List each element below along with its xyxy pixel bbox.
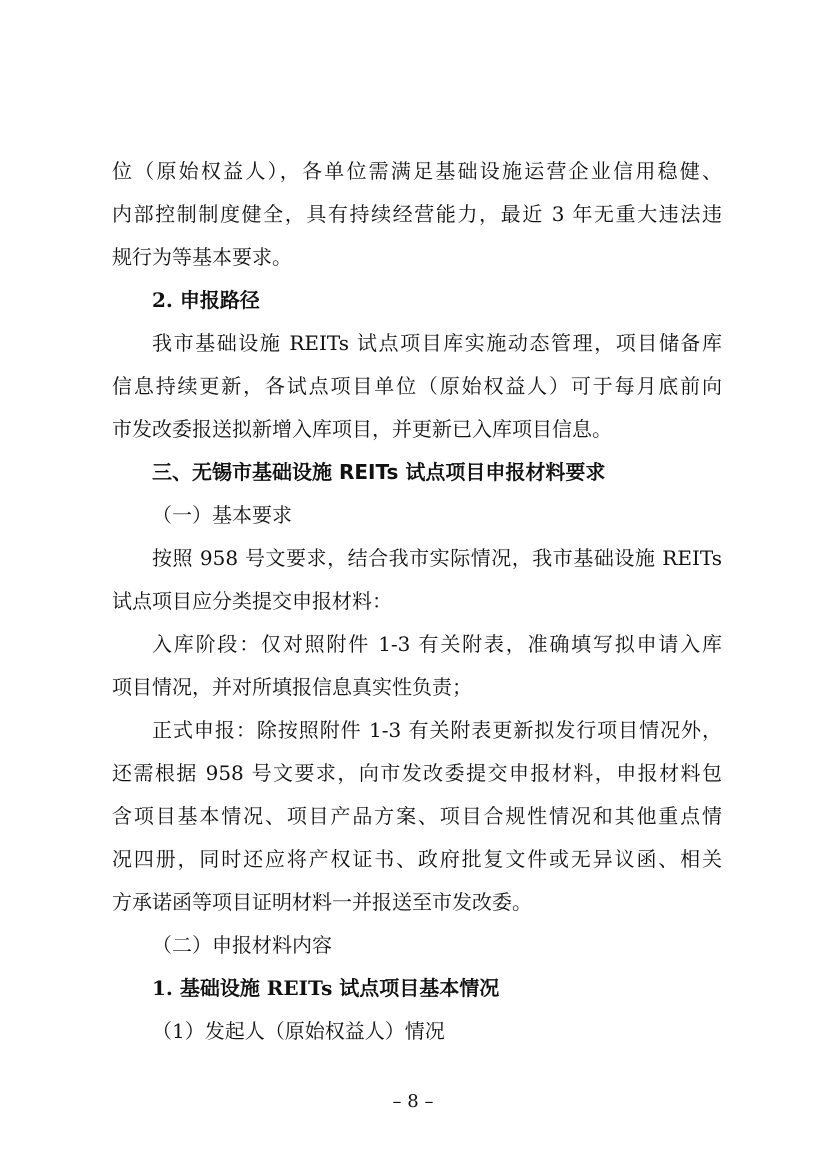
section-heading: 1. 基础设施 REITs 试点项目基本情况	[152, 976, 500, 1000]
body-line: 含项目基本情况、项目产品方案、项目合规性情况和其他重点情	[112, 804, 722, 828]
section-heading: 2. 申报路径	[152, 288, 260, 312]
page-number: – 8 –	[392, 1091, 434, 1112]
body-line: 正式申报：除按照附件 1-3 有关附表更新拟发行项目情况外，	[152, 718, 722, 742]
body-line: 位（原始权益人），各单位需满足基础设施运营企业信用稳健、	[112, 159, 722, 183]
body-line: 规行为等基本要求。	[112, 245, 292, 269]
body-line: 内部控制制度健全，具有持续经营能力，最近 3 年无重大违法违	[112, 202, 722, 226]
body-line: 还需根据 958 号文要求，向市发改委提交申报材料，申报材料包	[112, 761, 722, 785]
body-line: 我市基础设施 REITs 试点项目库实施动态管理，项目储备库	[152, 331, 722, 355]
body-line: 信息持续更新，各试点项目单位（原始权益人）可于每月底前向	[112, 374, 722, 398]
body-line: 入库阶段：仅对照附件 1-3 有关附表，准确填写拟申请入库	[152, 632, 722, 656]
body-line: 试点项目应分类提交申报材料：	[112, 589, 392, 613]
body-line: 市发改委报送拟新增入库项目，并更新已入库项目信息。	[112, 417, 612, 441]
body-line: 方承诺函等项目证明材料一并报送至市发改委。	[112, 890, 532, 914]
subsection-heading: （一）基本要求	[152, 503, 292, 527]
body-line: 况四册，同时还应将产权证书、政府批复文件或无异议函、相关	[112, 847, 722, 871]
subsection-heading: （二）申报材料内容	[152, 933, 332, 957]
chapter-heading: 三、无锡市基础设施 REITs 试点项目申报材料要求	[152, 460, 606, 484]
body-line: 按照 958 号文要求，结合我市实际情况，我市基础设施 REITs	[152, 546, 722, 570]
item-heading: （1）发起人（原始权益人）情况	[152, 1019, 445, 1043]
body-line: 项目情况，并对所填报信息真实性负责；	[112, 675, 472, 699]
